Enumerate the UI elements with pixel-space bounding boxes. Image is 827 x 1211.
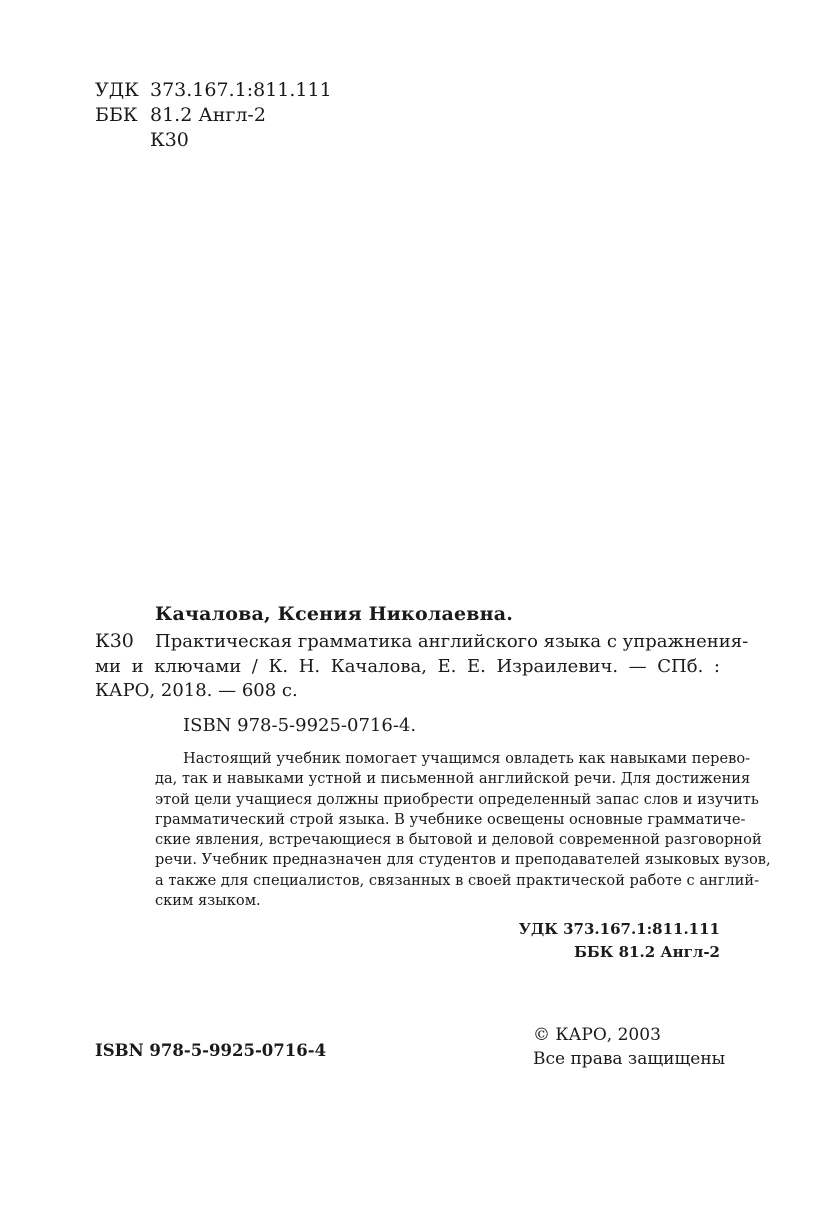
abstract-line: ские явления, встречающиеся в бытовой и деловой современной разговорной [155,831,762,849]
udk-value: 373.167.1:811.111 [150,79,332,101]
abstract-line: ским языком. [155,892,261,910]
title-line-3: КАРО, 2018. — 608 с. [95,680,298,701]
abstract-line: речи. Учебник предназначен для студентов и преподавателей языковых вузов, [155,851,771,869]
title-line-1: Практическая грамматика английского языка с упражнения- [155,631,749,652]
udk-label: УДК [95,79,139,101]
bbk-row [0,103,827,127]
footer-isbn: ISBN 978-5-9925-0716-4 [95,1041,327,1060]
author-heading: Качалова, Ксения Николаевна. [155,603,514,625]
abstract-line: Настоящий учебник помогает учащимся овладеть как навыками перево- [183,750,751,767]
author-sign-entry: К30 [95,630,134,652]
bbk-label: ББК [95,104,138,126]
abstract [155,749,771,911]
abstract-line: грамматический строй языка. В учебнике освещены основные грамматиче- [155,810,746,828]
title-line-2: ми и ключами / К. Н. Качалова, Е. Е. Израилевич. — СПб. : [95,655,720,677]
udk-code-right: УДК 373.167.1:811.111 [518,920,720,938]
abstract-line: этой цели учащиеся должны приобрести определенный запас слов и изучить [155,790,759,808]
entry-isbn: ISBN 978-5-9925-0716-4. [183,715,417,736]
classification-codes-right [519,918,720,964]
abstract-line: а также для специалистов, связанных в своей практической работе с англий- [155,871,760,889]
bibliographic-description [95,630,749,704]
copyright-block [533,1023,725,1071]
author-sign-top: К30 [150,129,189,151]
udk-row [0,78,827,102]
author-sign-row [0,128,827,152]
bbk-code-right: ББК 81.2 Англ-2 [574,943,720,961]
rights-reserved: Все права защищены [533,1049,726,1069]
bbk-value: 81.2 Англ-2 [150,104,266,126]
abstract-line: да, так и навыками устной и письменной английской речи. Для достижения [155,770,751,788]
copyright-notice: © КАРО, 2003 [533,1025,661,1045]
